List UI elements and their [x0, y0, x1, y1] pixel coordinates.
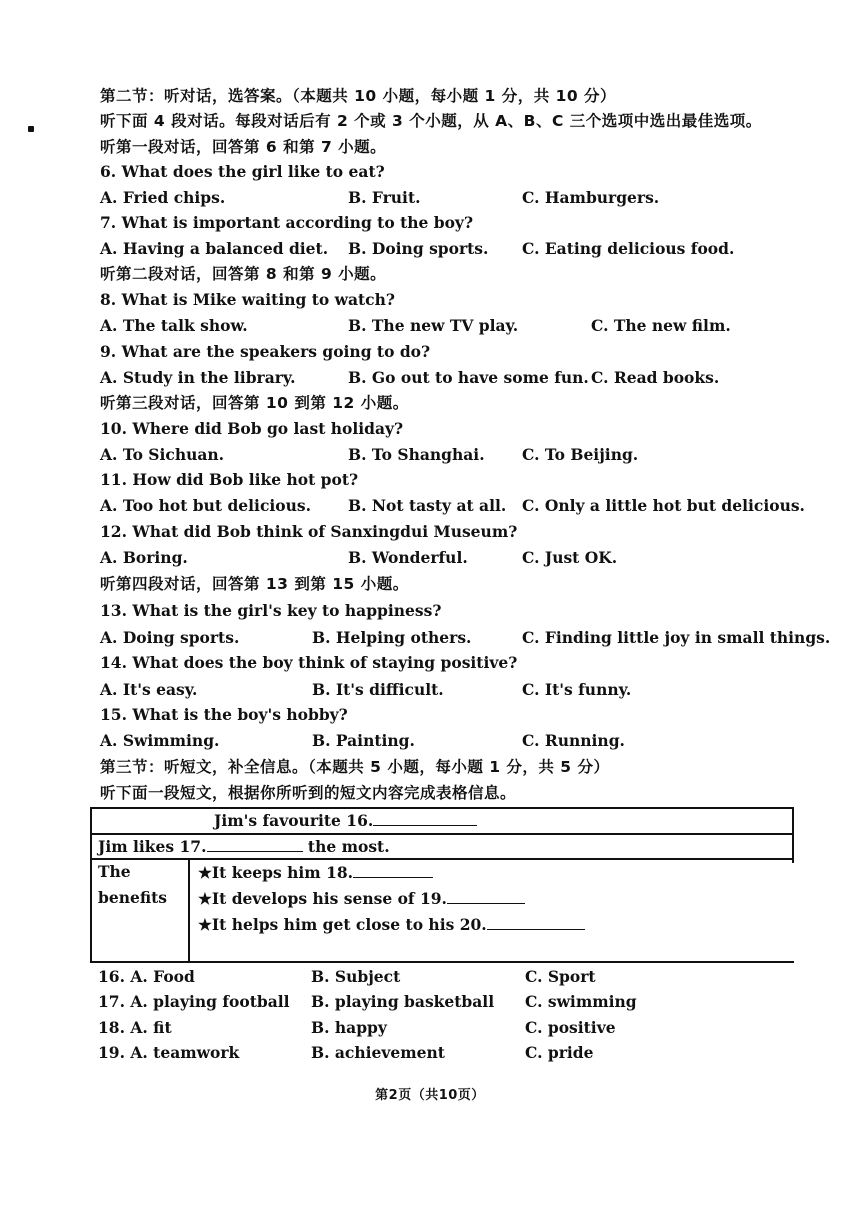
q14-option-b: B. It's difficult.	[312, 680, 444, 699]
q16-option-b: B. Subject	[311, 967, 401, 986]
info-table	[90, 807, 794, 962]
benefits-label-line1: The	[98, 862, 131, 881]
q9-option-c: C. Read books.	[591, 368, 720, 387]
q6-option-b: B. Fruit.	[348, 188, 421, 207]
q12-option-b: B. Wonderful.	[348, 548, 468, 567]
q16-option-a: 16. A. Food	[98, 967, 195, 986]
q14-option-c: C. It's funny.	[522, 680, 632, 699]
q6-option-a: A. Fried chips.	[100, 188, 226, 207]
section2-heading: 第二节：听对话，选答案。（本题共 10 小题，每小题 1 分，共 10 分）	[100, 87, 617, 105]
question-15: 15. What is the boy's hobby?	[100, 705, 348, 724]
q11-option-a: A. Too hot but delicious.	[100, 496, 312, 515]
question-8: 8. What is Mike waiting to watch?	[100, 290, 395, 309]
q13-option-c: C. Finding little joy in small things.	[522, 628, 831, 647]
question-7: 7. What is important according to the boy?	[100, 213, 474, 232]
q19-option-a: 19. A. teamwork	[98, 1043, 240, 1062]
q11-option-c: C. Only a little hot but delicious.	[522, 496, 805, 515]
q8-option-a: A. The talk show.	[100, 316, 248, 335]
question-14: 14. What does the boy think of staying positive?	[100, 653, 518, 672]
q18-option-b: B. happy	[311, 1018, 387, 1037]
q7-option-a: A. Having a balanced diet.	[100, 239, 329, 258]
q17-option-c: C. swimming	[525, 992, 637, 1011]
blank-18	[353, 862, 433, 878]
q15-option-a: A. Swimming.	[100, 731, 220, 750]
margin-mark	[28, 126, 34, 132]
blank-17	[207, 836, 303, 852]
q15-option-c: C. Running.	[522, 731, 625, 750]
section3-instruction: 听下面一段短文，根据你所听到的短文内容完成表格信息。	[100, 784, 517, 802]
q9-option-a: A. Study in the library.	[100, 368, 296, 387]
q10-option-b: B. To Shanghai.	[348, 445, 485, 464]
q7-option-c: C. Eating delicious food.	[522, 239, 735, 258]
benefit-2: ★It develops his sense of 19.	[198, 888, 525, 909]
q12-option-a: A. Boring.	[100, 548, 188, 567]
q17-option-a: 17. A. playing football	[98, 992, 290, 1011]
q13-option-b: B. Helping others.	[312, 628, 472, 647]
question-12: 12. What did Bob think of Sanxingdui Museum?	[100, 522, 518, 541]
q16-option-c: C. Sport	[525, 967, 596, 986]
dialog3-intro: 听第三段对话，回答第 10 到第 12 小题。	[100, 394, 409, 412]
blank-19	[447, 888, 525, 904]
question-6: 6. What does the girl like to eat?	[100, 162, 385, 181]
q18-option-a: 18. A. fit	[98, 1018, 172, 1037]
q8-option-c: C. The new film.	[591, 316, 731, 335]
q19-option-b: B. achievement	[311, 1043, 445, 1062]
question-11: 11. How did Bob like hot pot?	[100, 470, 359, 489]
dialog4-intro: 听第四段对话，回答第 13 到第 15 小题。	[100, 575, 409, 593]
table-title: Jim's favourite 16.	[214, 810, 477, 831]
page-footer: 第2页（共10页）	[375, 1088, 485, 1103]
question-10: 10. Where did Bob go last holiday?	[100, 419, 404, 438]
q14-option-a: A. It's easy.	[100, 680, 198, 699]
q18-option-c: C. positive	[525, 1018, 616, 1037]
blank-20	[487, 914, 585, 930]
q15-option-b: B. Painting.	[312, 731, 415, 750]
q6-option-c: C. Hamburgers.	[522, 188, 660, 207]
q17-option-b: B. playing basketball	[311, 992, 495, 1011]
question-13: 13. What is the girl's key to happiness?	[100, 601, 442, 620]
benefit-1: ★It keeps him 18.	[198, 862, 433, 883]
blank-16	[373, 810, 477, 826]
benefit-3: ★It helps him get close to his 20.	[198, 914, 585, 935]
section3-heading: 第三节：听短文，补全信息。（本题共 5 小题，每小题 1 分，共 5 分）	[100, 758, 610, 776]
dialog2-intro: 听第二段对话，回答第 8 和第 9 小题。	[100, 265, 387, 283]
q19-option-c: C. pride	[525, 1043, 594, 1062]
section2-instruction: 听下面 4 段对话。每段对话后有 2 个或 3 个小题，从 A、B、C 三个选项中选出最佳选项。	[100, 112, 762, 130]
question-9: 9. What are the speakers going to do?	[100, 342, 431, 361]
q8-option-b: B. The new TV play.	[348, 316, 519, 335]
q12-option-c: C. Just OK.	[522, 548, 618, 567]
benefits-label-line2: benefits	[98, 888, 167, 907]
q10-option-c: C. To Beijing.	[522, 445, 639, 464]
dialog1-intro: 听第一段对话，回答第 6 和第 7 小题。	[100, 138, 387, 156]
q9-option-b: B. Go out to have some fun.	[348, 368, 589, 387]
q11-option-b: B. Not tasty at all.	[348, 496, 507, 515]
q13-option-a: A. Doing sports.	[100, 628, 240, 647]
q10-option-a: A. To Sichuan.	[100, 445, 225, 464]
q7-option-b: B. Doing sports.	[348, 239, 489, 258]
table-row-likes: Jim likes 17. the most.	[98, 837, 390, 856]
